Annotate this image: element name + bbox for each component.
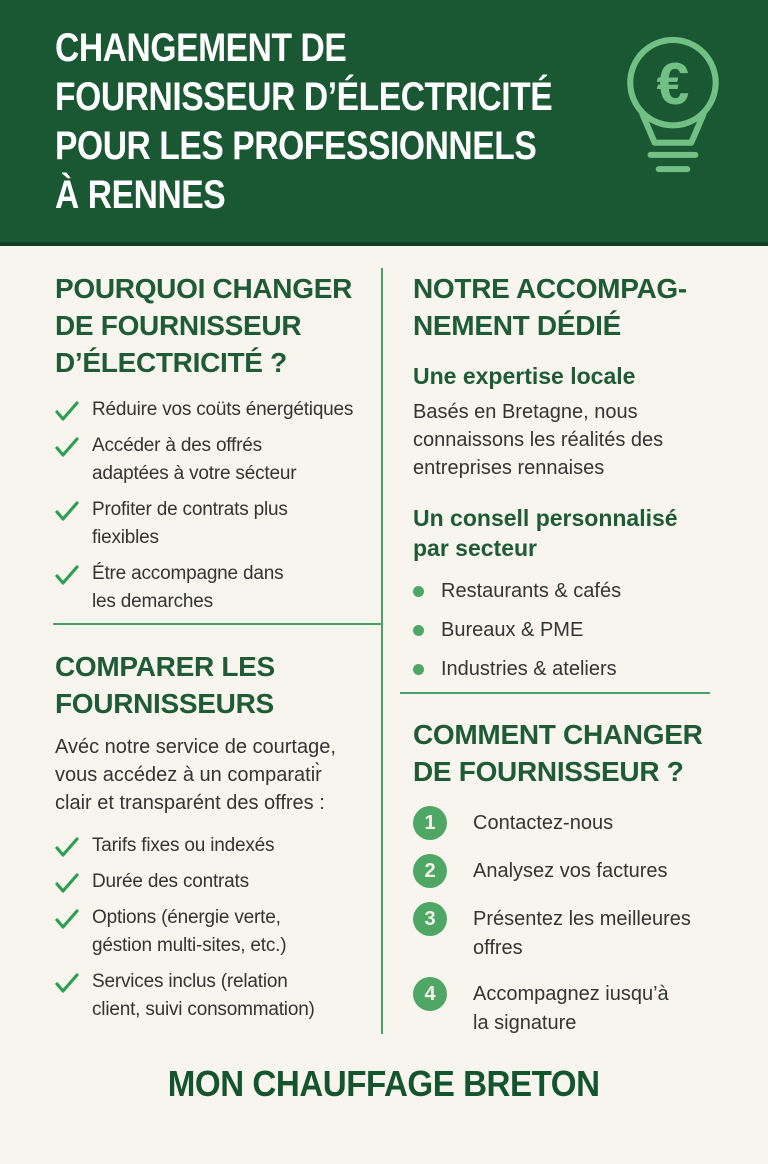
text-line: par secteur: [413, 535, 538, 561]
section-heading: [413, 270, 725, 344]
heading-line: COMPARER LES: [55, 651, 275, 682]
text-line: fiexibles: [92, 527, 159, 548]
heading-line: FOURNISSEURS: [55, 688, 274, 719]
heading-line: POURQUOI CHANGER: [55, 273, 352, 304]
list-item-text: Restaurants & cafés: [441, 580, 622, 602]
text-line: connaissons les réalités des: [413, 429, 664, 451]
text-line: Profiter de contrats plus: [92, 499, 288, 520]
step-item: [413, 902, 743, 963]
lightbulb-euro-icon: [616, 28, 734, 178]
section-dedicated-support: [413, 270, 725, 694]
list-item-text: Industries & ateliers: [441, 658, 617, 680]
list-item-text: [92, 432, 296, 488]
text-line: Avéc notre service de courtage,: [55, 736, 336, 758]
intro-paragraph: [55, 733, 381, 817]
list-item: [55, 496, 381, 552]
list-item: [55, 904, 381, 960]
list-item-text: [92, 560, 283, 616]
heading-line: NOTRE ACCOMPAG-: [413, 273, 687, 304]
text-line: entreprises rennaises: [413, 457, 605, 479]
section-heading: [413, 716, 743, 790]
header-banner: [0, 0, 768, 246]
step-text: [473, 905, 691, 963]
checkmark-icon: [55, 872, 79, 894]
list-item-text: Bureaux & PME: [441, 619, 584, 641]
text-line: adaptées à votre sécteur: [92, 463, 297, 484]
text-line: Une expertise locale: [413, 363, 636, 389]
step-number-badge: 2: [413, 854, 447, 888]
list-item: [55, 832, 381, 860]
section-how-to-change: [413, 716, 743, 1052]
sector-bullet-list: [413, 577, 725, 683]
checkmark-icon: [55, 908, 79, 930]
step-item: [413, 854, 743, 888]
text-line: Basés en Bretagne, nous: [413, 401, 638, 423]
list-item-text: [92, 496, 288, 552]
list-item: [55, 868, 381, 896]
subsection-title: [413, 503, 725, 563]
section-heading: [55, 270, 381, 381]
heading-line: COMMENT CHANGER: [413, 719, 703, 750]
text-line: Tarifs fixes ou indexés: [92, 835, 275, 856]
text-line: clair et transparént des offres :: [55, 792, 325, 814]
step-number-badge: 4: [413, 977, 447, 1011]
title-line: CHANGEMENT DE: [55, 26, 347, 70]
text-line: Analysez vos factures: [473, 860, 668, 882]
list-item: [413, 655, 725, 683]
subsection-paragraph: [413, 398, 725, 482]
step-text: [473, 809, 613, 840]
list-item-text: [92, 968, 315, 1024]
brand-name: MON CHAUFFAGE BRETON: [168, 1063, 600, 1104]
section-why-change: [55, 270, 381, 624]
step-number-badge: 3: [413, 902, 447, 936]
list-item: [55, 968, 381, 1024]
heading-line: DE FOURNISSEUR ?: [413, 756, 684, 787]
benefits-checklist: [55, 396, 381, 616]
checkmark-icon: [55, 564, 79, 586]
heading-line: NEMENT DÉDIÉ: [413, 310, 621, 341]
list-item: [55, 560, 381, 616]
checkmark-icon: [55, 500, 79, 522]
section-compare-providers: [55, 648, 381, 1032]
list-item-text: [92, 904, 286, 960]
text-line: Un consell personnalisé: [413, 505, 678, 531]
title-line: FOURNISSEUR D’ÉLECTRICITÉ: [55, 75, 553, 119]
text-line: vous accédez à un comparatir̀: [55, 764, 322, 786]
step-text: [473, 857, 668, 888]
list-item: [55, 432, 381, 488]
list-item-text: [92, 832, 274, 860]
text-line: les demarches: [92, 591, 213, 612]
text-line: Accéder à des offrés: [92, 435, 262, 456]
checkmark-icon: [55, 836, 79, 858]
bullet-dot-icon: [413, 586, 424, 597]
checkmark-icon: [55, 400, 79, 422]
text-line: Contactez-nous: [473, 812, 614, 834]
comparison-checklist: [55, 832, 381, 1024]
text-line: géstion multi-sites, etc.): [92, 935, 287, 956]
title-line: À RENNES: [55, 173, 226, 217]
checkmark-icon: [55, 436, 79, 458]
text-line: Accompagnez iusqu’à: [473, 983, 669, 1005]
list-item: [413, 616, 725, 644]
text-line: offres: [473, 937, 523, 959]
title-line: POUR LES PROFESSIONNELS: [55, 124, 537, 168]
footer: [0, 1063, 768, 1105]
heading-line: D’ÉLECTRICITÉ ?: [55, 347, 287, 378]
heading-line: DE FOURNISSEUR: [55, 310, 302, 341]
steps-list: [413, 806, 743, 1038]
text-line: la signature: [473, 1012, 577, 1034]
step-text: [473, 980, 669, 1038]
step-item: [413, 806, 743, 840]
section-heading: [55, 648, 381, 722]
step-item: [413, 977, 743, 1038]
text-line: Services inclus (relation: [92, 971, 288, 992]
list-item: [413, 577, 725, 605]
column-divider: [381, 268, 383, 1034]
list-item-text: [92, 396, 353, 424]
list-item-text: [92, 868, 249, 896]
checkmark-icon: [55, 972, 79, 994]
euro-symbol: €: [656, 51, 690, 118]
text-line: Durée des contrats: [92, 871, 249, 892]
subsection-title: [413, 361, 725, 391]
text-line: client, suivi consommation): [92, 999, 315, 1020]
list-item: [55, 396, 381, 424]
text-line: Options (énergie verte,: [92, 907, 281, 928]
bullet-dot-icon: [413, 625, 424, 636]
text-line: Étre accompagne dans: [92, 563, 284, 584]
step-number-badge: 1: [413, 806, 447, 840]
text-line: Réduire vos coüts énergétiques: [92, 399, 354, 420]
text-line: Présentez les meilleures: [473, 908, 691, 930]
bullet-dot-icon: [413, 664, 424, 675]
page-title: [55, 24, 552, 220]
